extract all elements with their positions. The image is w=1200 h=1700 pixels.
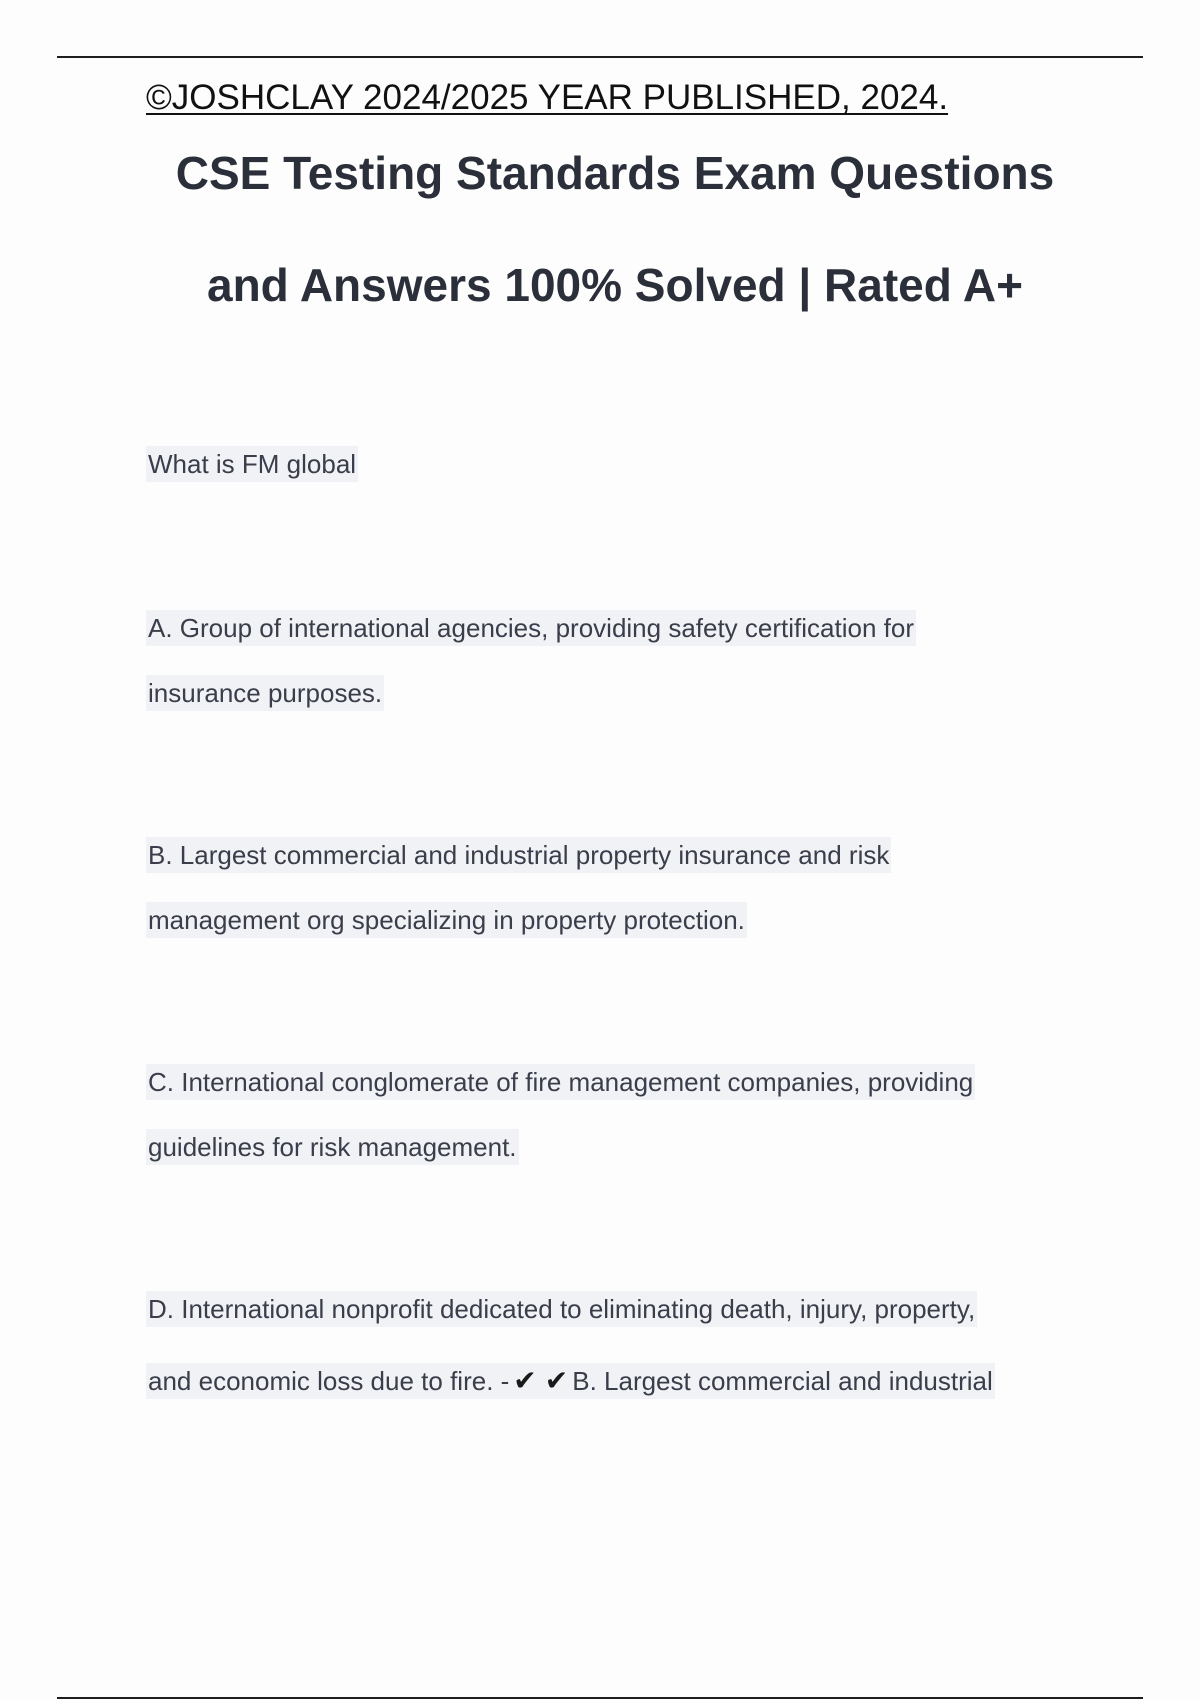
question-prompt-text: What is FM global	[146, 446, 358, 482]
option-c-line-1	[146, 1067, 975, 1098]
option-d-text-1: D. International nonprofit dedicated to eliminating death, injury, property,	[146, 1291, 977, 1327]
option-c-text-1: C. International conglomerate of fire management companies, providing	[146, 1064, 975, 1100]
top-rule	[57, 56, 1143, 58]
option-d-text-2: and economic loss due to fire. -	[148, 1366, 510, 1396]
bottom-rule	[57, 1697, 1143, 1699]
option-a-line-1	[146, 613, 916, 644]
question-prompt	[146, 449, 358, 480]
option-c-line-2	[146, 1132, 519, 1163]
answer-text: B. Largest commercial and industrial	[572, 1366, 993, 1396]
option-a-text-2: insurance purposes.	[146, 675, 384, 711]
document-title-line-1: CSE Testing Standards Exam Questions	[175, 147, 1055, 199]
option-b-text-2: management org specializing in property protection.	[146, 902, 747, 938]
option-d-line-1	[146, 1294, 977, 1325]
option-b-text-1: B. Largest commercial and industrial property insurance and risk	[146, 837, 891, 873]
option-a-text-1: A. Group of international agencies, providing safety certification for	[146, 610, 916, 646]
option-d-line-2	[146, 1364, 995, 1397]
checkmark-icon: ✔	[513, 1365, 537, 1396]
option-b-line-2	[146, 905, 747, 936]
option-c-text-2: guidelines for risk management.	[146, 1129, 519, 1165]
copyright-header: ©JOSHCLAY 2024/2025 YEAR PUBLISHED, 2024.	[146, 78, 949, 117]
checkmark-icon: ✔	[544, 1365, 569, 1396]
option-b-line-1	[146, 840, 891, 871]
document-title-line-2: and Answers 100% Solved | Rated A+	[206, 259, 1024, 311]
option-a-line-2	[146, 678, 384, 709]
option-d-answer-line	[146, 1363, 995, 1399]
